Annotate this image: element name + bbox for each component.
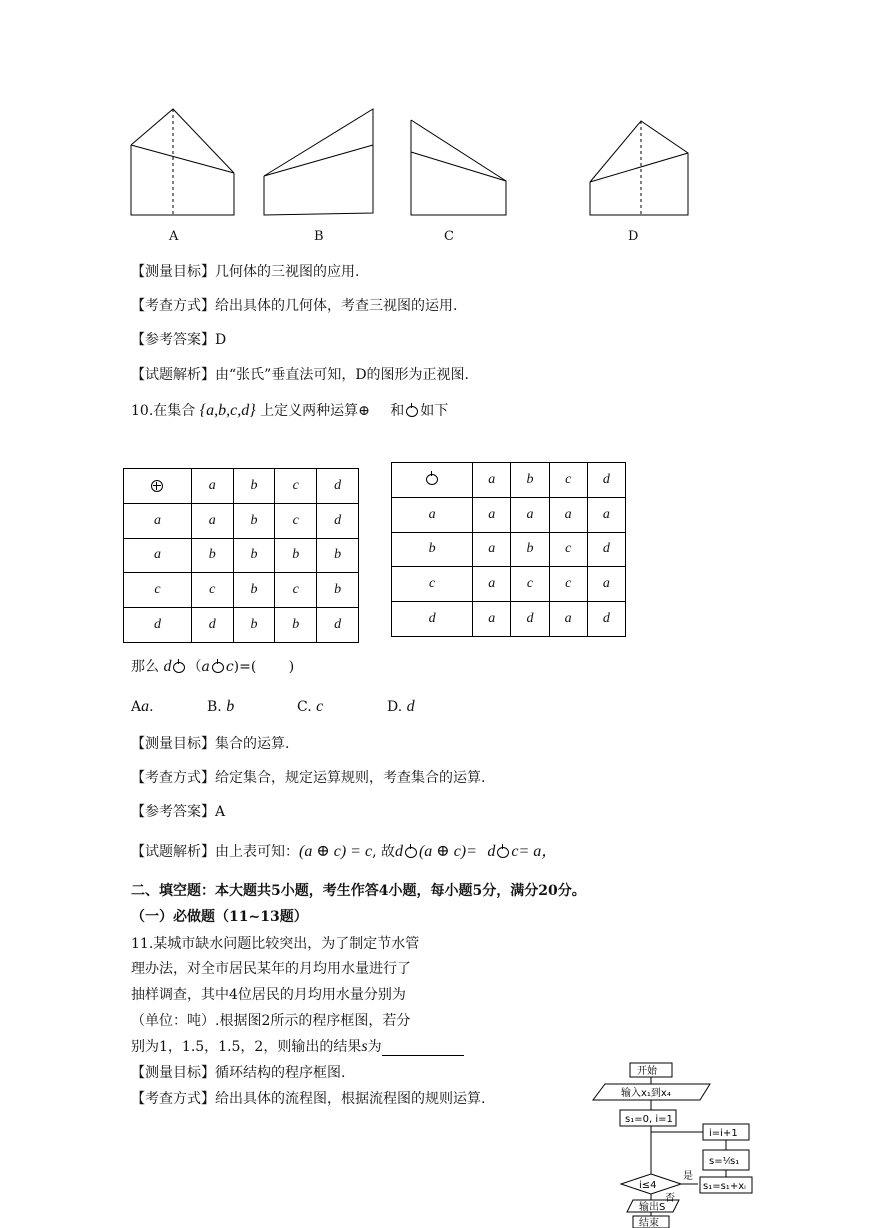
q10-options — [131, 698, 415, 716]
q10-answer: 【参考答案】A — [131, 804, 226, 820]
q10-question: 那么 d （a c)=( ) — [131, 658, 295, 675]
figure-three-views — [0, 0, 869, 230]
option-a: Aa. — [131, 698, 154, 715]
star-table-row — [392, 463, 626, 498]
star-table-cell: d — [587, 602, 625, 637]
star-table-cell: a — [511, 497, 549, 532]
q10-analysis: 【试题解析】由上表可知：(a ⊕ c) = c, 故d (a ⊕ c)= d c= a， — [131, 843, 558, 860]
q10-stem: 10.在集合 {a,b,c,d} 上定义两种运算⊕ 和 如下 — [131, 402, 449, 419]
fc-start: 开始 — [637, 1066, 657, 1077]
fc-inc: i=i+1 — [709, 1128, 738, 1139]
star-table-cell: a — [587, 567, 625, 602]
star-table-cell: c — [549, 567, 587, 602]
star-table-cell: a — [473, 567, 511, 602]
shape-d — [590, 121, 688, 215]
option-b: B. b — [207, 698, 235, 715]
star-table-cell: c — [549, 463, 587, 498]
oplus-table-row — [124, 538, 359, 573]
oplus-table-row — [124, 608, 359, 643]
star-table-cell: b — [511, 532, 549, 567]
option-d: D. d — [387, 698, 415, 715]
star-table-cell: d — [587, 532, 625, 567]
star-table-row — [392, 497, 626, 532]
fc-avg: s=⅟ᵢs₁ — [709, 1156, 740, 1167]
q11-line-1: 11.某城市缺水问题比较突出，为了制定节水管 — [131, 936, 420, 952]
star-table-cell: a — [549, 497, 587, 532]
q11-target: 【测量目标】循环结构的程序框图. — [131, 1065, 346, 1081]
star-table-cell: a — [473, 463, 511, 498]
star-table-cell — [392, 463, 473, 498]
q11-line-2: 理办法，对全市居民某年的月均用水量进行了 — [131, 961, 411, 977]
oplus-table-cell: c — [275, 573, 317, 608]
oplus-table-cell: b — [275, 608, 317, 643]
label-c: C — [444, 229, 454, 244]
star-table-row — [392, 567, 626, 602]
star-op-icon — [406, 406, 418, 417]
shape-b — [264, 109, 373, 215]
star-table-cell: d — [511, 602, 549, 637]
shape-a — [131, 109, 234, 215]
oplus-table-row — [124, 573, 359, 608]
oplus-table-cell: c — [275, 503, 317, 538]
fc-init: s₁=0, i=1 — [625, 1114, 673, 1125]
star-table-cell: b — [392, 532, 473, 567]
oplus-table-cell: b — [233, 608, 275, 643]
oplus-icon — [151, 480, 163, 492]
q10-method: 【考查方式】给定集合，规定运算规则，考查集合的运算. — [131, 770, 486, 786]
oplus-table-cell: c — [191, 573, 233, 608]
oplus-table-cell: d — [124, 608, 192, 643]
star-table — [391, 462, 626, 637]
star-table-cell: c — [392, 567, 473, 602]
oplus-table-cell: b — [233, 469, 275, 504]
flowchart — [585, 1058, 765, 1228]
oplus-table-cell: b — [233, 538, 275, 573]
q11-line-3: 抽样调查，其中4位居民的月均用水量分别为 — [131, 987, 406, 1003]
oplus-table-cell: b — [191, 538, 233, 573]
q10-target: 【测量目标】集合的运算. — [131, 736, 290, 752]
fc-output: 输出S — [639, 1202, 666, 1213]
oplus-table-cell: b — [317, 538, 359, 573]
oplus-table-cell: d — [317, 503, 359, 538]
oplus-table-cell: a — [191, 469, 233, 504]
q9-method: 【考查方式】给出具体的几何体，考查三视图的运用. — [131, 298, 458, 314]
answer-blank[interactable] — [382, 1041, 464, 1056]
oplus-table-cell: c — [124, 573, 192, 608]
option-c: C. c — [297, 698, 324, 715]
oplus-table — [123, 468, 359, 643]
star-table-cell: b — [511, 463, 549, 498]
star-table-cell: a — [473, 602, 511, 637]
star-op-icon — [426, 474, 438, 485]
fc-no: 否 — [665, 1193, 675, 1204]
shape-c — [411, 120, 506, 215]
oplus-table-cell: a — [124, 538, 192, 573]
q11-line-4: （单位：吨）.根据图2所示的程序框图，若分 — [131, 1013, 411, 1029]
fc-yes: 是 — [683, 1171, 693, 1182]
section2-title: 二、填空题：本大题共5小题，考生作答4小题，每小题5分，满分20分。 — [131, 883, 586, 899]
star-table-cell: c — [549, 532, 587, 567]
set-abcd: {a,b,c,d} — [199, 402, 256, 419]
label-d: D — [628, 229, 639, 244]
star-table-cell: d — [392, 602, 473, 637]
oplus-table-cell: a — [124, 503, 192, 538]
oplus-table-cell: b — [275, 538, 317, 573]
oplus-table-cell: d — [191, 608, 233, 643]
oplus-table-cell: b — [317, 573, 359, 608]
q11-line-5: 别为1，1.5，1.5，2，则输出的结果s为 — [131, 1036, 464, 1056]
star-table-cell: a — [473, 497, 511, 532]
fc-end: 结束 — [639, 1218, 659, 1228]
oplus-table-cell: d — [317, 469, 359, 504]
oplus-table-row — [124, 503, 359, 538]
star-table-row — [392, 602, 626, 637]
oplus-table-cell: b — [233, 503, 275, 538]
q9-answer: 【参考答案】D — [131, 332, 227, 348]
star-table-cell: a — [473, 532, 511, 567]
fc-input: 输入x₁到x₄ — [621, 1088, 671, 1099]
section2-sub: （一）必做题（11~13题） — [131, 909, 308, 925]
q11-method: 【考查方式】给出具体的流程图，根据流程图的规则运算. — [131, 1091, 486, 1107]
fc-accum: s₁=s₁+xᵢ — [703, 1181, 746, 1192]
fc-cond: i≤4 — [639, 1180, 657, 1191]
q9-target: 【测量目标】几何体的三视图的应用. — [131, 264, 360, 280]
star-table-cell: a — [392, 497, 473, 532]
star-table-cell: a — [549, 602, 587, 637]
oplus-table-cell: b — [233, 573, 275, 608]
label-b: B — [314, 229, 324, 244]
label-a: A — [169, 229, 179, 244]
star-table-cell: a — [587, 497, 625, 532]
oplus-table-cell: d — [317, 608, 359, 643]
q9-analysis: 【试题解析】由“张氏”垂直法可知，D的图形为正视图. — [131, 367, 469, 383]
oplus-table-cell: a — [191, 503, 233, 538]
star-table-cell: d — [587, 463, 625, 498]
oplus-table-cell — [124, 469, 192, 504]
oplus-table-cell: c — [275, 469, 317, 504]
star-table-cell: c — [511, 567, 549, 602]
star-table-row — [392, 532, 626, 567]
oplus-table-row — [124, 469, 359, 504]
